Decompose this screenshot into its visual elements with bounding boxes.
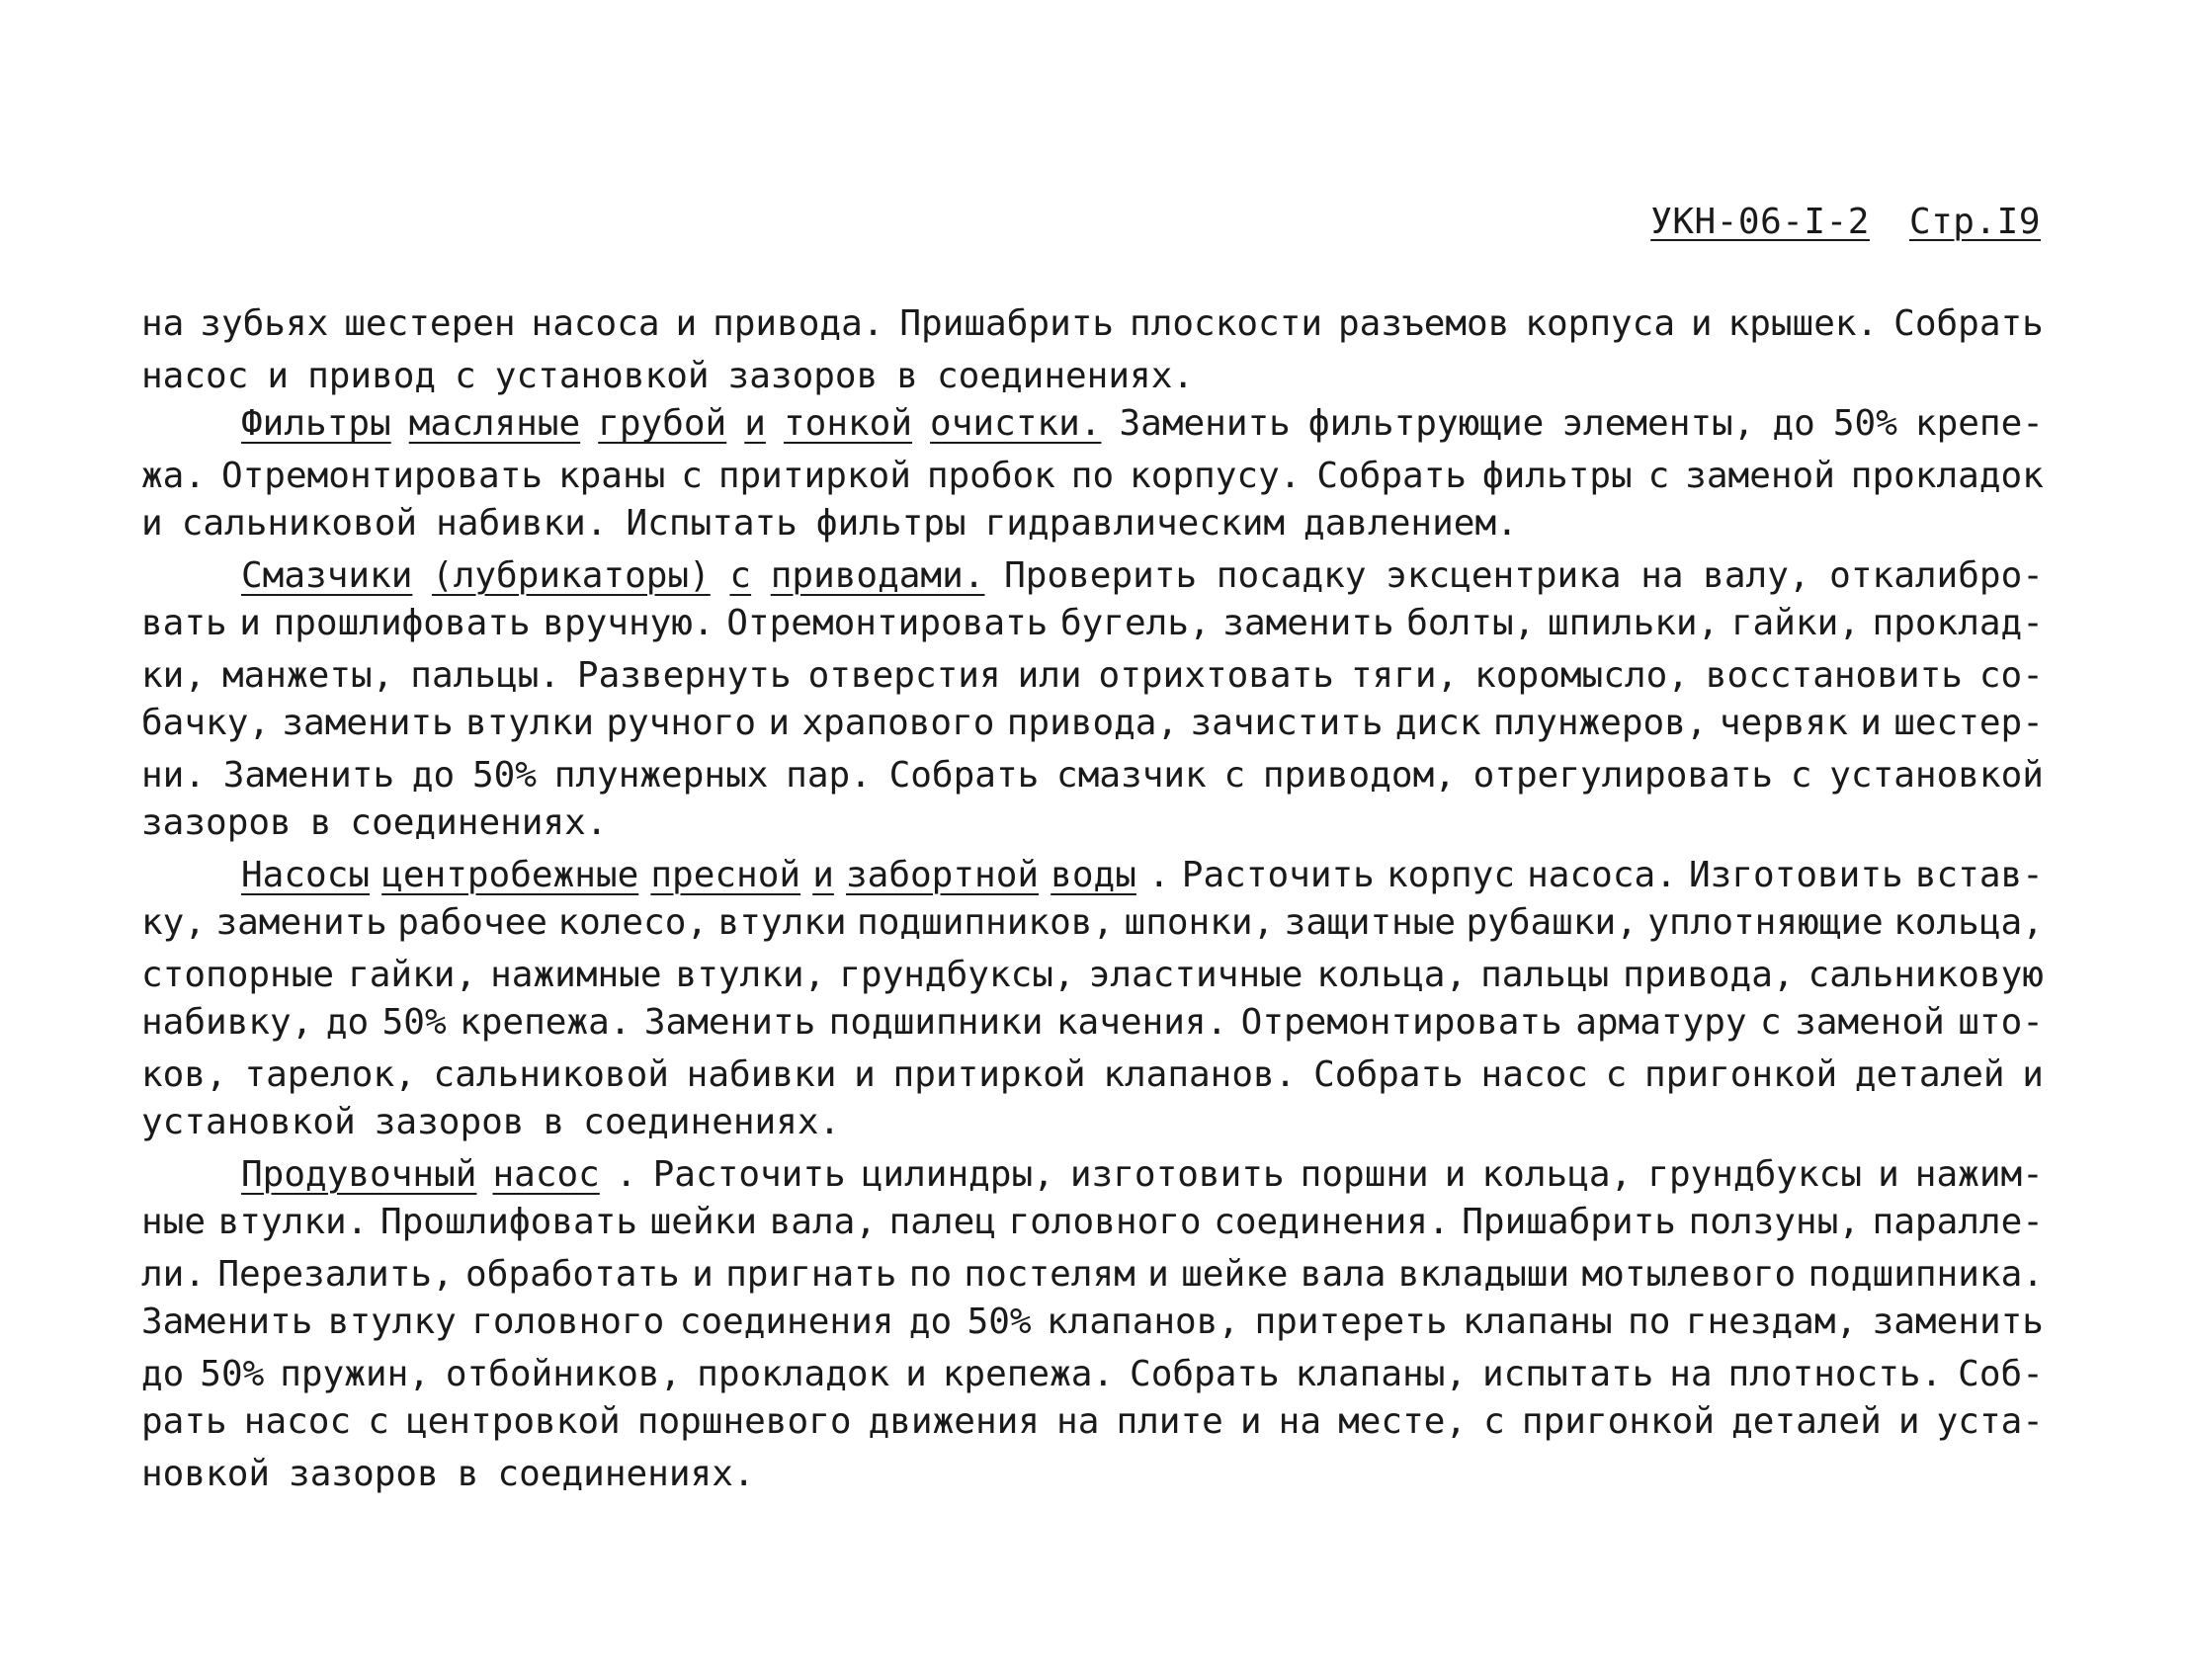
word: заменой	[1685, 455, 1835, 496]
word: и	[239, 603, 261, 643]
word: Собрать	[1130, 1353, 1280, 1394]
word: эксцентрика	[1386, 554, 1622, 596]
word: нажимные	[490, 954, 662, 995]
text-line	[141, 751, 2044, 801]
word: шейки	[649, 1202, 757, 1242]
word: защитные	[1284, 902, 1457, 943]
word: 50%	[966, 1302, 1032, 1342]
word: соединения	[679, 1302, 894, 1342]
word: што-	[1958, 1002, 2044, 1043]
word: установкой	[494, 355, 710, 396]
text-line	[141, 499, 2044, 549]
word: привода,	[1006, 703, 1179, 743]
word: втулки	[717, 902, 847, 943]
word: вала,	[769, 1202, 877, 1242]
text-line	[141, 851, 2044, 901]
word: соединениях.	[583, 1102, 841, 1142]
word: с	[1760, 1002, 1782, 1043]
word: корпус	[1386, 854, 1516, 895]
word: заменить	[1222, 603, 1394, 643]
word: с	[1223, 754, 1246, 796]
word: с	[1483, 1401, 1505, 1442]
word: крышек.	[1727, 303, 1879, 344]
word: и	[905, 1353, 927, 1394]
text-line	[141, 1150, 2044, 1201]
word: пригнать	[725, 1253, 897, 1295]
text-line	[141, 599, 2044, 649]
word: и	[267, 355, 290, 396]
word: мотылевого	[1581, 1253, 1797, 1295]
word: 50%	[471, 754, 537, 796]
word: соединениях.	[936, 355, 1195, 396]
word: коромысло,	[1474, 654, 1689, 696]
word: установкой	[141, 1102, 356, 1142]
section-heading-word: Фильтры	[241, 403, 391, 444]
word: привода,	[1623, 954, 1795, 995]
word: Собрать	[1316, 455, 1468, 496]
word: Проверить	[1004, 554, 1198, 596]
word: до	[325, 1002, 370, 1043]
word: зазоров	[374, 1102, 525, 1142]
word: новкой	[141, 1453, 271, 1494]
text-line	[141, 1050, 2044, 1101]
text-line	[141, 951, 2044, 1001]
word: ручного	[606, 703, 757, 743]
word: плунжеров,	[1492, 703, 1708, 743]
word: движения	[868, 1401, 1040, 1442]
word: подшипники	[828, 1002, 1044, 1043]
word: плоскости	[1130, 303, 1323, 344]
word: на	[1640, 554, 1684, 596]
word: кольца,	[1481, 1153, 1633, 1195]
word: откалибро-	[1829, 554, 2044, 596]
word: с	[368, 1401, 389, 1442]
text-line	[141, 898, 2044, 949]
page-header	[1650, 202, 2041, 242]
word: смазчик	[1056, 754, 1207, 796]
word: отверстия	[807, 654, 1001, 696]
word: вать	[141, 603, 227, 643]
word: бугель,	[1059, 603, 1211, 643]
word: с	[1647, 455, 1670, 496]
word: кольца,	[1893, 902, 2044, 943]
word: ные	[141, 1202, 207, 1242]
word: 50%	[200, 1353, 265, 1394]
word: на	[1056, 1401, 1100, 1442]
section-heading-word: насос	[492, 1153, 600, 1195]
word: грундбуксы,	[839, 954, 1075, 995]
word: бачку,	[141, 703, 271, 743]
word: по	[908, 1253, 953, 1295]
word: и	[1690, 303, 1713, 344]
word: качения.	[1055, 1002, 1228, 1043]
word: разъемов	[1338, 303, 1510, 344]
word: крепежа.	[942, 1353, 1115, 1394]
word: головного	[471, 1302, 665, 1342]
section-heading-word: (лубрикаторы)	[432, 554, 711, 596]
word: и	[1444, 1153, 1467, 1195]
word: набивку,	[141, 1002, 313, 1043]
document-code: УКН-06-I-2	[1650, 202, 1870, 242]
word: Развернуть	[576, 654, 792, 696]
word: Отремонтировать	[220, 455, 544, 496]
word: Расточить	[652, 1153, 846, 1195]
word: фильтры	[815, 503, 966, 544]
text-line	[141, 798, 2044, 849]
section-heading-word: тонкой	[783, 403, 913, 444]
word: на	[141, 303, 185, 344]
word: встав-	[1914, 854, 2044, 895]
word: болты,	[1406, 603, 1536, 643]
word: прокладок	[697, 1353, 890, 1394]
section-heading-word: центробежные	[381, 854, 639, 895]
word: центровкой	[405, 1401, 621, 1442]
word: паралле-	[1872, 1202, 2044, 1242]
section-heading-word: очистки.	[930, 403, 1102, 444]
word: заменой	[1795, 1002, 1945, 1043]
text-line	[141, 299, 2044, 350]
word: ли.	[141, 1253, 207, 1295]
word: Заменить	[643, 1002, 816, 1043]
word: притереть	[1254, 1302, 1448, 1342]
word: и	[854, 1053, 876, 1095]
word: рубашки,	[1466, 902, 1638, 943]
section-heading-word: Смазчики	[241, 554, 413, 596]
word: нажим-	[1914, 1153, 2044, 1195]
word: корпуса	[1525, 303, 1676, 344]
section-heading-word: и	[744, 403, 766, 444]
word: ку,	[141, 902, 207, 943]
word: поршни	[1300, 1153, 1429, 1195]
word: насос	[243, 1401, 352, 1442]
word: и	[675, 303, 698, 344]
word: установкой	[1829, 754, 2044, 796]
word: шпонки,	[1124, 902, 1275, 943]
word: с	[1605, 1053, 1628, 1095]
word: цилиндры,	[861, 1153, 1054, 1195]
section-heading-word: и	[812, 854, 834, 895]
word: или	[1017, 654, 1082, 696]
word: по	[1628, 1302, 1671, 1342]
word: заменить	[1872, 1302, 2044, 1342]
word: вала	[1300, 1253, 1387, 1295]
section-heading-word: приводами.	[770, 554, 985, 596]
word: насос	[141, 355, 249, 396]
word: до	[1772, 403, 1815, 444]
text-line	[141, 1250, 2044, 1301]
word: пар.	[786, 754, 872, 796]
word: до	[411, 754, 456, 796]
word: набивки	[686, 1053, 837, 1095]
word: притиркой	[892, 1053, 1086, 1095]
word: арматуру	[1575, 1002, 1747, 1043]
word: гайки,	[1730, 603, 1860, 643]
word: шпильки,	[1547, 603, 1720, 643]
word: и	[692, 1253, 714, 1295]
word: в	[309, 802, 332, 843]
word: Перезалить,	[217, 1253, 454, 1295]
word: соединениях.	[350, 802, 608, 843]
word: пальцы.	[410, 654, 560, 696]
word: пригонкой	[1644, 1053, 1838, 1095]
word: пробок	[926, 455, 1055, 496]
word: до	[141, 1353, 185, 1394]
word: Расточить	[1181, 854, 1375, 895]
word: ползуны,	[1688, 1202, 1860, 1242]
word: палец	[888, 1202, 996, 1242]
section-heading-word: пресной	[650, 854, 801, 895]
word: рабочее	[397, 902, 547, 943]
word: зазоров	[141, 802, 292, 843]
word: испытать	[1481, 1353, 1654, 1394]
word: в	[896, 355, 918, 396]
word: давлением.	[1303, 503, 1518, 544]
section-heading-word: воды	[1050, 854, 1136, 895]
word: Пришабрить	[899, 303, 1115, 344]
word: втулки,	[675, 954, 826, 995]
word: привод	[307, 355, 437, 396]
document-body	[141, 301, 2044, 1499]
word: клапанов,	[1047, 1302, 1240, 1342]
section-heading-word: с	[729, 554, 752, 596]
word: по	[1070, 455, 1115, 496]
word: Изготовить	[1688, 854, 1903, 895]
word: и	[768, 703, 791, 743]
word: и	[141, 503, 163, 544]
word: и	[1878, 1153, 1899, 1195]
word: Пришабрить	[1462, 1202, 1676, 1242]
word: пружин,	[280, 1353, 430, 1394]
word: деталей	[1854, 1053, 2005, 1095]
word: шестер-	[1893, 703, 2044, 743]
word: с	[681, 455, 703, 496]
word: жа.	[141, 455, 207, 496]
section-heading-word: Продувочный	[241, 1153, 477, 1195]
word: червяк	[1719, 703, 1848, 743]
word: валу,	[1703, 554, 1810, 596]
word: клапаны,	[1295, 1353, 1468, 1394]
word: отрегулировать	[1472, 754, 1774, 796]
word: постелям	[964, 1253, 1135, 1295]
word: вручную.	[543, 603, 714, 643]
text-line	[141, 551, 2044, 602]
word: насоса	[531, 303, 660, 344]
text-line	[141, 651, 2044, 702]
word: в	[457, 1453, 479, 1494]
word: гайки,	[348, 954, 477, 995]
word: деталей	[1731, 1401, 1882, 1442]
word: зазоров	[727, 355, 879, 396]
word: грундбуксы	[1647, 1153, 1863, 1195]
word: отбойников,	[445, 1353, 682, 1394]
word: ни.	[141, 754, 207, 796]
word: приводом,	[1262, 754, 1456, 796]
word: Прошлифовать	[379, 1202, 638, 1242]
word: фильтры	[1481, 455, 1633, 496]
word: .	[1147, 854, 1170, 895]
word: храпового	[801, 703, 995, 743]
word: на	[1669, 1353, 1713, 1394]
word: и	[1239, 1401, 1262, 1442]
word: отрихтовать	[1098, 654, 1334, 696]
word: вкладыши	[1397, 1253, 1570, 1295]
text-line	[141, 452, 2044, 502]
word: краны	[557, 455, 666, 496]
word: на	[1278, 1401, 1321, 1442]
word: пригонкой	[1521, 1401, 1715, 1442]
word: Заменить	[1119, 403, 1291, 444]
word: головного	[1008, 1202, 1202, 1242]
word: зубьях	[200, 303, 329, 344]
word: тяги,	[1350, 654, 1459, 696]
word: сальниковой	[181, 503, 418, 544]
word: рать	[141, 1401, 227, 1442]
word: подшипника.	[1807, 1253, 2044, 1295]
word: до	[908, 1302, 953, 1342]
word: 50%	[1832, 403, 1897, 444]
word: стопорные	[141, 954, 335, 995]
word: Собрать	[1893, 303, 2044, 344]
word: и	[1897, 1401, 1920, 1442]
word: элементы,	[1561, 403, 1755, 444]
word: с	[455, 355, 476, 396]
page-number: Стр.I9	[1908, 202, 2041, 242]
word: корпусу.	[1130, 455, 1302, 496]
word: Собрать	[888, 754, 1040, 796]
word: обработать	[465, 1253, 680, 1295]
text-line	[141, 352, 2044, 402]
text-line	[141, 1350, 2044, 1400]
word: Отремонтировать	[726, 603, 1049, 643]
word: соединениях.	[497, 1453, 755, 1494]
word: и	[1860, 703, 1882, 743]
word: пальцы	[1480, 954, 1610, 995]
word: заменить	[282, 703, 454, 743]
word: насос	[1480, 1053, 1588, 1095]
word: зачистить	[1190, 703, 1384, 743]
text-line	[141, 1450, 2044, 1500]
word: подшипников,	[857, 902, 1115, 943]
section-heading-word: масляные	[408, 403, 581, 444]
text-line	[141, 1198, 2044, 1248]
word: набивки.	[436, 503, 608, 544]
word: ков,	[141, 1053, 227, 1095]
word: Отремонтировать	[1240, 1002, 1562, 1043]
word: прошлифовать	[273, 603, 531, 643]
word: крепежа.	[460, 1002, 631, 1043]
word: с	[1790, 754, 1812, 796]
word: месте,	[1338, 1401, 1468, 1442]
section-heading-word: забортной	[845, 854, 1040, 895]
word: ки,	[141, 654, 207, 696]
word: посадку	[1216, 554, 1367, 596]
word: соединения.	[1214, 1202, 1450, 1242]
word: диск	[1394, 703, 1481, 743]
word: изготовить	[1069, 1153, 1285, 1195]
text-line	[141, 998, 2044, 1049]
text-line	[141, 1397, 2044, 1448]
word: гнездам,	[1685, 1302, 1858, 1342]
word: Собрать	[1313, 1053, 1464, 1095]
word: плите	[1116, 1401, 1223, 1442]
text-line	[141, 1098, 2044, 1148]
word: 50%	[381, 1002, 447, 1043]
word: фильтрующие	[1307, 403, 1545, 444]
word: клапаны	[1462, 1302, 1613, 1342]
word: прокладок	[1850, 455, 2044, 496]
word: заменить	[215, 902, 387, 943]
word: Соб-	[1958, 1353, 2044, 1394]
word: со-	[1978, 654, 2044, 696]
word: насоса.	[1527, 854, 1677, 895]
word: клапанов.	[1103, 1053, 1297, 1095]
word: притиркой	[717, 455, 911, 496]
word: тарелок,	[244, 1053, 416, 1095]
text-line	[141, 1298, 2044, 1348]
word: и	[1147, 1253, 1169, 1295]
word: шейке	[1181, 1253, 1289, 1295]
word: кольца,	[1316, 954, 1468, 995]
word: .	[615, 1153, 637, 1195]
word: привода.	[713, 303, 884, 344]
word: поршневого	[636, 1401, 852, 1442]
word: втулки.	[217, 1202, 369, 1242]
text-line	[141, 399, 2044, 450]
word: шестерен	[344, 303, 516, 344]
word: зазоров	[289, 1453, 439, 1494]
word: сальниковой	[433, 1053, 669, 1095]
word: Заменить	[222, 754, 395, 796]
word: уста-	[1936, 1401, 2044, 1442]
section-heading-word: грубой	[598, 403, 727, 444]
text-line	[141, 699, 2044, 749]
word: восстановить	[1705, 654, 1963, 696]
word: в	[543, 1102, 565, 1142]
word: втулку	[327, 1302, 457, 1342]
word: проклад-	[1872, 603, 2044, 643]
word: плунжерных	[553, 754, 769, 796]
word: Заменить	[141, 1302, 313, 1342]
word: крепе-	[1914, 403, 2044, 444]
word: колесо,	[557, 902, 709, 943]
word: эластичные	[1088, 954, 1303, 995]
word: плотность.	[1727, 1353, 1943, 1394]
word: сальниковую	[1807, 954, 2044, 995]
word: втулки	[465, 703, 595, 743]
word: и	[2022, 1053, 2044, 1095]
word: Испытать	[626, 503, 798, 544]
word: манжеты,	[221, 654, 394, 696]
word: уплотняющие	[1647, 902, 1884, 943]
word: гидравлическим	[984, 503, 1286, 544]
section-heading-word: Насосы	[241, 854, 371, 895]
